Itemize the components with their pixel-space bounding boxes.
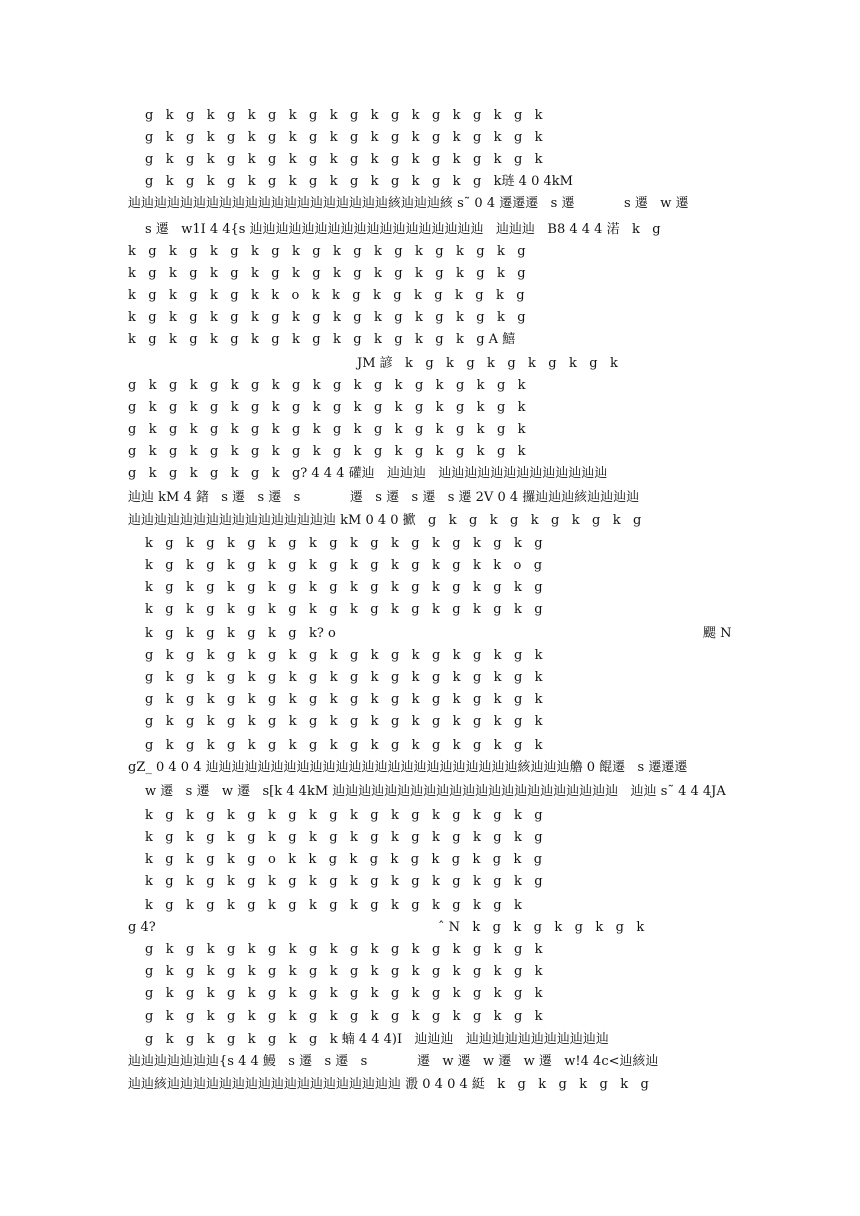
- text-line: g 4?: [128, 920, 156, 935]
- text-line: k g k g k g k g k g k g k g k g k g k g: [145, 830, 543, 845]
- text-line: w 遷 s 遷 w 遷 s[k 4 4kM 辿辿辿辿辿辿辿辿辿辿辿辿辿辿辿辿辿辿辿辿辿辿 辿辿 s˜ 4 4 4JA: [145, 784, 726, 799]
- text-line: g k g k g k g k g k g k g k g k g k g k: [145, 942, 543, 957]
- text-line: k g k g k g k g k g k g k g k g k g k g: [128, 244, 526, 259]
- text-line: g k g k g k g k g k g k g k g k g k g k: [145, 108, 543, 123]
- text-line: k g k g k g k g k g k g k g k g k g k g: [128, 310, 526, 325]
- text-line: g k g k g k g k g k g k g k g k g k g k: [145, 670, 543, 685]
- text-line: g k g k g k g k g k g k g k g k g k g k: [128, 444, 526, 459]
- text-line: ˆ N k g k g k g k g k: [438, 920, 645, 935]
- text-line: k g k g k g o k k g k g k g k g k g k g: [145, 852, 543, 867]
- text-line: 辿辿辿辿辿辿辿辿辿辿辿辿辿辿辿辿 kM 0 4 0 擨 g k g k g k g k g k g: [128, 513, 642, 528]
- text-line: 颸 N: [703, 626, 732, 641]
- text-line: g k g k g k g k g k g k g k g k g k g k: [145, 986, 543, 1001]
- text-line: g k g k g k g k g k g k g k g k g k g k: [145, 648, 543, 663]
- text-line: g k g k g k g k g k g k g k g k g k g k: [145, 1009, 543, 1024]
- text-line: g k g k g k g k g k 蝻 4 4 4)I 辿辿辿 辿辿辿辿辿辿辿辿辿辿辿: [145, 1032, 609, 1047]
- text-line: g k g k g k g k g k g k g k g k g k g k: [128, 378, 526, 393]
- text-line: k g k g k g k g k g k g k g k g k g k g: [145, 580, 543, 595]
- text-line: g k g k g k g k g? 4 4 4 礶辿 辿辿辿 辿辿辿辿辿辿辿辿辿辿辿辿辿: [128, 466, 608, 481]
- text-line: g k g k g k g k g k g k g k g k g k g k: [145, 692, 543, 707]
- text-line: k g k g k g k g k g k g k g k g k g k g: [145, 808, 543, 823]
- text-line: 辿辿絯辿辿辿辿辿辿辿辿辿辿辿辿辿辿辿辿辿辿 溵 0 4 0 4 綎 k g k g k g k g: [128, 1077, 649, 1092]
- text-line: JM 諺 k g k g k g k g k g k: [357, 356, 618, 371]
- text-line: k g k g k g k g k g k g k g k g k g k g: [145, 602, 543, 617]
- text-line: k g k g k g k g k g k g k g k g k g k: [145, 898, 522, 913]
- text-line: s 遷 w1I 4 4{s 辿辿辿辿辿辿辿辿辿辿辿辿辿辿辿辿辿辿 辿辿辿 B8 4 4 4 渃 k g: [145, 222, 661, 237]
- text-line: k g k g k g k g k g k g k g k g k g k g: [145, 536, 543, 551]
- text-line: g k g k g k g k g k g k g k g k g k琏 4 0 4kM: [145, 174, 573, 189]
- text-line: g k g k g k g k g k g k g k g k g k g k: [145, 714, 543, 729]
- text-line: k g k g k g k g k g k g k g k g k g A 鱚: [128, 332, 516, 347]
- text-line: k g k g k g k g k g k g k g k g k k o g: [145, 558, 543, 573]
- text-line: k g k g k g k g k g k g k g k g k g k g: [145, 874, 543, 889]
- text-line: gZ_ 0 4 0 4 辿辿辿辿辿辿辿辿辿辿辿辿辿辿辿辿辿辿辿辿辿辿辿辿絯辿辿辿艪 0 餛遷 s 遷遷遷: [128, 760, 688, 775]
- text-line: g k g k g k g k g k g k g k g k g k g k: [145, 738, 543, 753]
- text-line: 辿辿辿辿辿辿辿{s 4 4 鰻 s 遷 s 遷 s 遷 w 遷 w 遷 w 遷 w!4 4c<辿絯辿: [128, 1054, 659, 1069]
- text-line: k g k g k g k g k? o: [145, 626, 336, 641]
- text-line: k g k g k g k g k g k g k g k g k g k g: [128, 266, 526, 281]
- text-line: 辿辿 kM 4 鍺 s 遷 s 遷 s 遷 s 遷 s 遷 s 遷 2V 0 4 攞辿辿辿絯辿辿辿辿: [128, 490, 640, 505]
- text-line: k g k g k g k k o k k g k g k g k g k g: [128, 288, 525, 303]
- text-line: g k g k g k g k g k g k g k g k g k g k: [128, 400, 526, 415]
- text-line: g k g k g k g k g k g k g k g k g k g k: [145, 964, 543, 979]
- text-line: 辿辿辿辿辿辿辿辿辿辿辿辿辿辿辿辿辿辿辿辿絯辿辿辿絯 s˜ 0 4 遷遷遷 s 遷 s 遷 w 遷: [128, 196, 689, 211]
- text-line: g k g k g k g k g k g k g k g k g k g k: [145, 130, 543, 145]
- text-line: g k g k g k g k g k g k g k g k g k g k: [128, 422, 526, 437]
- text-line: g k g k g k g k g k g k g k g k g k g k: [145, 152, 543, 167]
